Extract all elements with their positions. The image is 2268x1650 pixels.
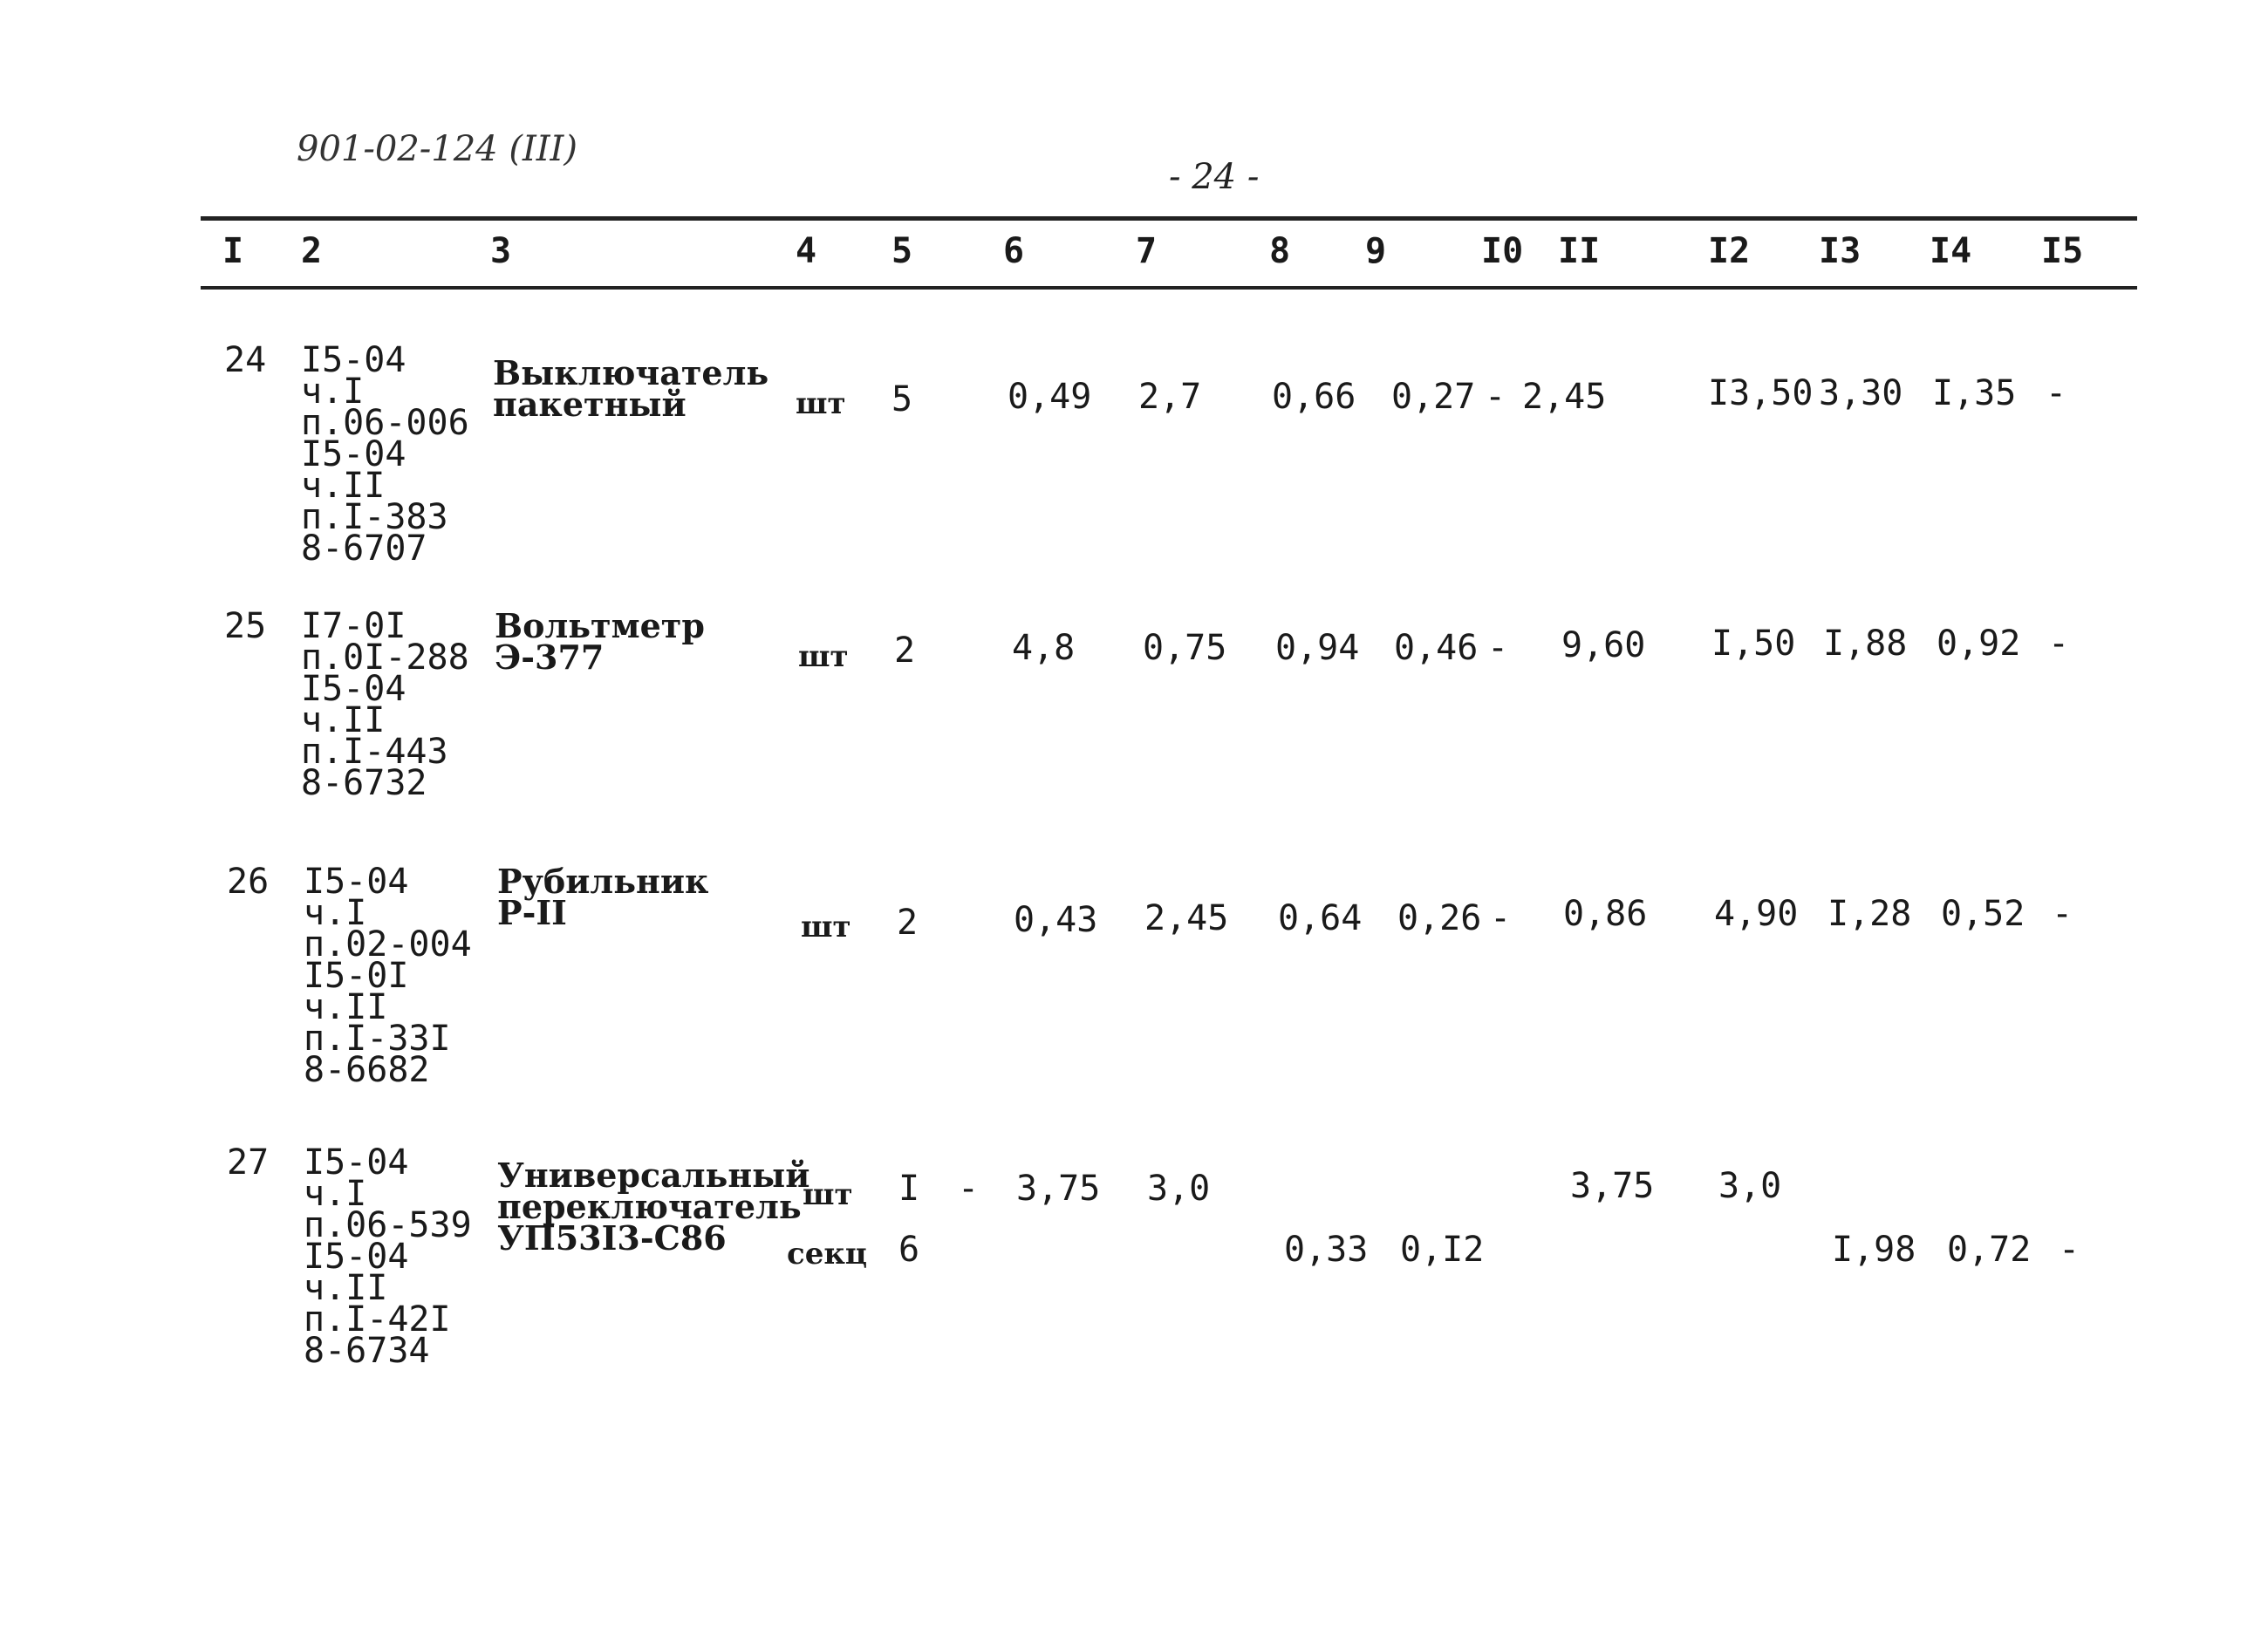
- unit: шт: [798, 639, 849, 674]
- table-top-rule: [201, 216, 2137, 221]
- row-number: 25: [224, 606, 267, 646]
- col-header-6: 6: [1003, 231, 1025, 271]
- table-header-rule: [201, 286, 2137, 290]
- cell-col-15: -: [2059, 1230, 2080, 1270]
- reference: I5-04 ч.I п.06-539 I5-04 ч.II п.I-42I 8-6734: [304, 1142, 472, 1371]
- cell-col-14: I,35: [1932, 373, 2017, 413]
- cell-col-7: 2,45: [1144, 898, 1229, 938]
- cell-col-14: 0,72: [1947, 1230, 2032, 1270]
- col-header-8: 8: [1269, 231, 1291, 271]
- cell-col-15: -: [2048, 624, 2070, 664]
- cell-col-7: 0,75: [1143, 628, 1227, 668]
- col-header-4: 4: [796, 231, 817, 271]
- cell-col-7: 2,7: [1138, 377, 1202, 417]
- unit: секц: [787, 1237, 868, 1272]
- row-number: 27: [227, 1142, 270, 1183]
- cell-col-11: 9,60: [1561, 625, 1646, 665]
- unit: шт: [803, 1177, 853, 1212]
- col-header-11: II: [1558, 231, 1601, 271]
- col-header-14: I4: [1930, 231, 1972, 271]
- cell-col-11: 3,75: [1570, 1166, 1655, 1206]
- cell-col-6: 4,8: [1012, 628, 1076, 668]
- item-name: Рубильник Р-II: [497, 862, 709, 932]
- quantity: 5: [891, 379, 913, 419]
- document-code: 901-02-124 (III): [297, 129, 577, 169]
- cell-col-9: 0,46: [1394, 628, 1479, 668]
- col-header-15: I5: [2041, 231, 2084, 271]
- cell-col-9: 0,26: [1397, 898, 1482, 938]
- cell-col-11: 2,45: [1522, 377, 1607, 417]
- cell-col-11: 0,86: [1563, 894, 1648, 934]
- col-header-12: I2: [1708, 231, 1751, 271]
- reference: I5-04 ч.I п.02-004 I5-0I ч.II п.I-33I 8-6682: [304, 862, 472, 1090]
- cell-col-9: 0,I2: [1400, 1230, 1485, 1270]
- quantity: 2: [894, 631, 916, 671]
- cell-col-15: -: [2046, 373, 2067, 413]
- cell-col-10: -: [1485, 377, 1506, 417]
- unit: шт: [801, 910, 851, 944]
- reference: I7-0I п.0I-288 I5-04 ч.II п.I-443 8-6732: [301, 606, 469, 803]
- item-name: Выключатель пакетный: [493, 353, 769, 424]
- col-header-1: I: [222, 231, 244, 271]
- quantity: 6: [898, 1230, 920, 1270]
- cell-col-8: 0,94: [1275, 628, 1360, 668]
- cell-col-13: 3,30: [1819, 373, 1903, 413]
- cell-col-12: 3,0: [1718, 1166, 1782, 1206]
- col-header-3: 3: [490, 231, 512, 271]
- cell-col-6: 3,75: [1016, 1169, 1101, 1209]
- cell-col-14: 0,52: [1941, 894, 2025, 934]
- cell-col-9: 0,27: [1391, 377, 1476, 417]
- cell-col-10: -: [1487, 628, 1509, 668]
- cell-col-13: I,98: [1832, 1230, 1916, 1270]
- col-header-10: I0: [1481, 231, 1524, 271]
- quantity: 2: [897, 903, 919, 943]
- col-header-9: 9: [1365, 231, 1387, 271]
- cell-col-13: I,88: [1823, 624, 1908, 664]
- row-number: 26: [227, 862, 270, 902]
- row-number: 24: [224, 340, 267, 380]
- cell-col-12: I,50: [1711, 624, 1796, 664]
- col-header-5: 5: [891, 231, 913, 271]
- page-number: - 24 -: [1169, 157, 1260, 197]
- cell-col-8: 0,66: [1272, 377, 1356, 417]
- cell-col-7: 3,0: [1147, 1169, 1211, 1209]
- col-header-2: 2: [301, 231, 323, 271]
- cell-col-10: -: [1490, 898, 1512, 938]
- col-header-7: 7: [1136, 231, 1158, 271]
- quantity: I: [898, 1169, 920, 1209]
- cell-col-14: 0,92: [1937, 624, 2021, 664]
- cell-col-15: -: [2052, 894, 2073, 934]
- cell-col-6: 0,43: [1014, 900, 1098, 940]
- cell-col-8: 0,64: [1278, 898, 1363, 938]
- item-name: Универсальный переключатель УП53I3-С86: [497, 1156, 810, 1258]
- reference: I5-04 ч.I п.06-006 I5-04 ч.II п.I-383 8-6707: [301, 340, 469, 569]
- item-name: Вольтметр Э-377: [495, 606, 705, 677]
- cell-col-13: I,28: [1827, 894, 1912, 934]
- col-header-13: I3: [1819, 231, 1862, 271]
- cell-col-12: I3,50: [1708, 373, 1814, 413]
- cell-col-6: 0,49: [1008, 377, 1092, 417]
- separator-dash: -: [958, 1169, 980, 1209]
- cell-col-12: 4,90: [1714, 894, 1799, 934]
- unit: шт: [796, 386, 846, 421]
- cell-col-8: 0,33: [1284, 1230, 1369, 1270]
